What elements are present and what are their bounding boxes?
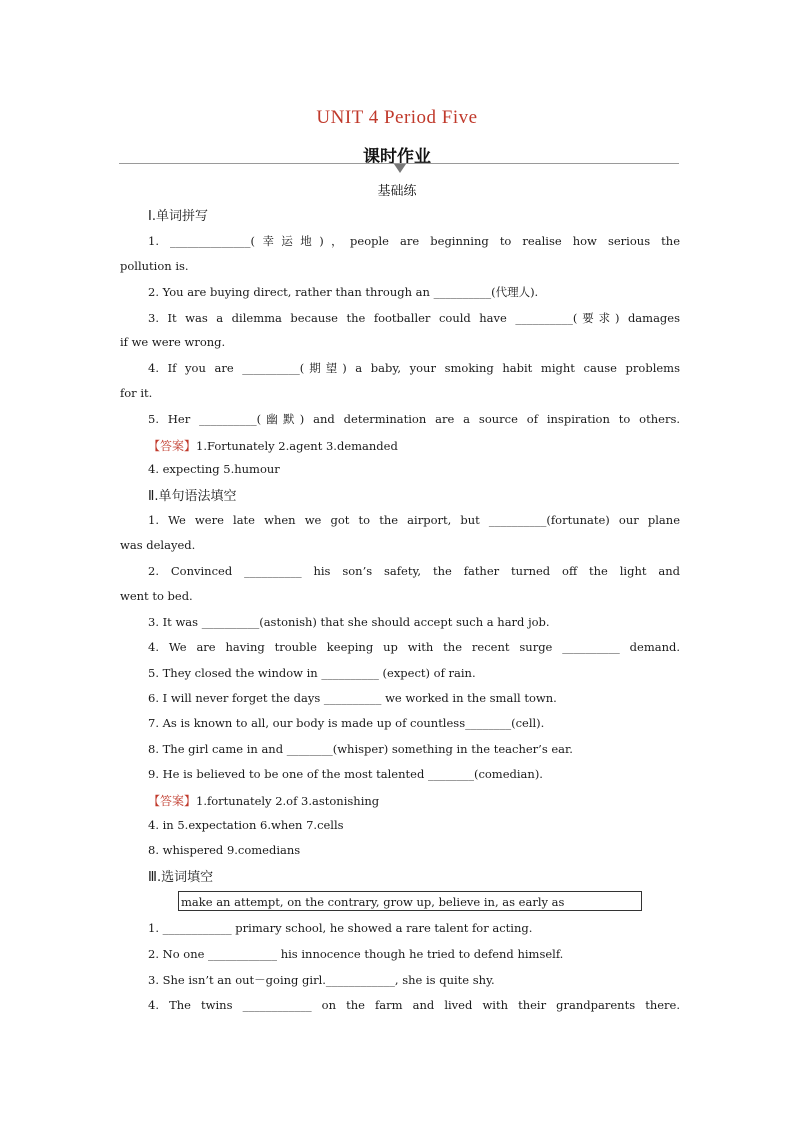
- s3-q1: 1. ____________ primary school, he showed a rare talent for acting.: [148, 921, 533, 935]
- s1-q3-line1: 3. It was a dilemma because the footballer could have __________(要求) damages: [148, 311, 680, 325]
- s2-answer-line1: [148, 792, 680, 809]
- s1-answer-text-a: 1.Fortunately 2.agent 3.demanded: [196, 439, 398, 453]
- s3-q4: 4. The twins ____________ on the farm and lived with their grandparents there.: [148, 998, 680, 1012]
- s2-q1-line2: was delayed.: [120, 538, 196, 552]
- s1-q5: 5. Her __________(幽默) and determination are a source of inspiration to others.: [148, 412, 680, 426]
- s2-q2-line2: went to bed.: [120, 589, 193, 603]
- section-subtitle: 课时作业: [363, 147, 431, 167]
- s1-q2: 2. You are buying direct, rather than through an __________(代理人).: [148, 285, 539, 299]
- s2-q4: 4. We are having trouble keeping up with the recent surge __________ demand.: [148, 640, 680, 654]
- s1-answer-line2: 4. expecting 5.humour: [148, 462, 280, 476]
- s2-answer-line2: 4. in 5.expectation 6.when 7.cells: [148, 818, 344, 832]
- triangle-marker-icon: [394, 164, 406, 173]
- s2-q9: 9. He is believed to be one of the most talented ________(comedian).: [148, 767, 543, 781]
- s1-q1-line2: pollution is.: [120, 259, 189, 273]
- s1-q1-line1: 1. ______________(幸运地)，people are beginning to realise how serious the: [148, 234, 680, 248]
- s2-answer-line3: 8. whispered 9.comedians: [148, 843, 301, 857]
- section1-heading: Ⅰ.单词拼写: [148, 209, 208, 224]
- word-bank-box: make an attempt, on the contrary, grow up, believe in, as early as: [178, 891, 642, 911]
- s2-q1-line1: 1. We were late when we got to the airport, but __________(fortunate) our plane: [148, 513, 680, 527]
- answer-tag: 【答案】: [148, 794, 197, 808]
- s3-q3: 3. She isn’t an out－going girl.____________, she is quite shy.: [148, 973, 495, 987]
- level-label: 基础练: [377, 184, 417, 199]
- s2-q3: 3. It was __________(astonish) that she should accept such a hard job.: [148, 615, 550, 629]
- s3-q2: 2. No one ____________ his innocence though he tried to defend himself.: [148, 947, 564, 961]
- section3-heading: Ⅲ.选词填空: [148, 870, 214, 885]
- s2-q7: 7. As is known to all, our body is made up of countless________(cell).: [148, 716, 545, 730]
- s2-q6: 6. I will never forget the days __________ we worked in the small town.: [148, 691, 557, 705]
- s1-q4-line2: for it.: [120, 386, 153, 400]
- s2-q2-line1: 2. Convinced __________ his son’s safety, the father turned off the light and: [148, 564, 680, 578]
- page-title: UNIT 4 Period Five: [316, 107, 478, 128]
- answer-tag: 【答案】: [148, 439, 197, 453]
- section2-heading: Ⅱ.单句语法填空: [148, 489, 237, 504]
- s1-q3-line2: if we were wrong.: [120, 335, 226, 349]
- s1-q4-line1: 4. If you are __________(期望) a baby, your smoking habit might cause problems: [148, 361, 680, 375]
- s1-answer-line1: [148, 437, 680, 454]
- s2-answer-text-a: 1.fortunately 2.of 3.astonishing: [196, 794, 380, 808]
- s2-q5: 5. They closed the window in __________ (expect) of rain.: [148, 666, 476, 680]
- s2-q8: 8. The girl came in and ________(whisper) something in the teacher’s ear.: [148, 742, 573, 756]
